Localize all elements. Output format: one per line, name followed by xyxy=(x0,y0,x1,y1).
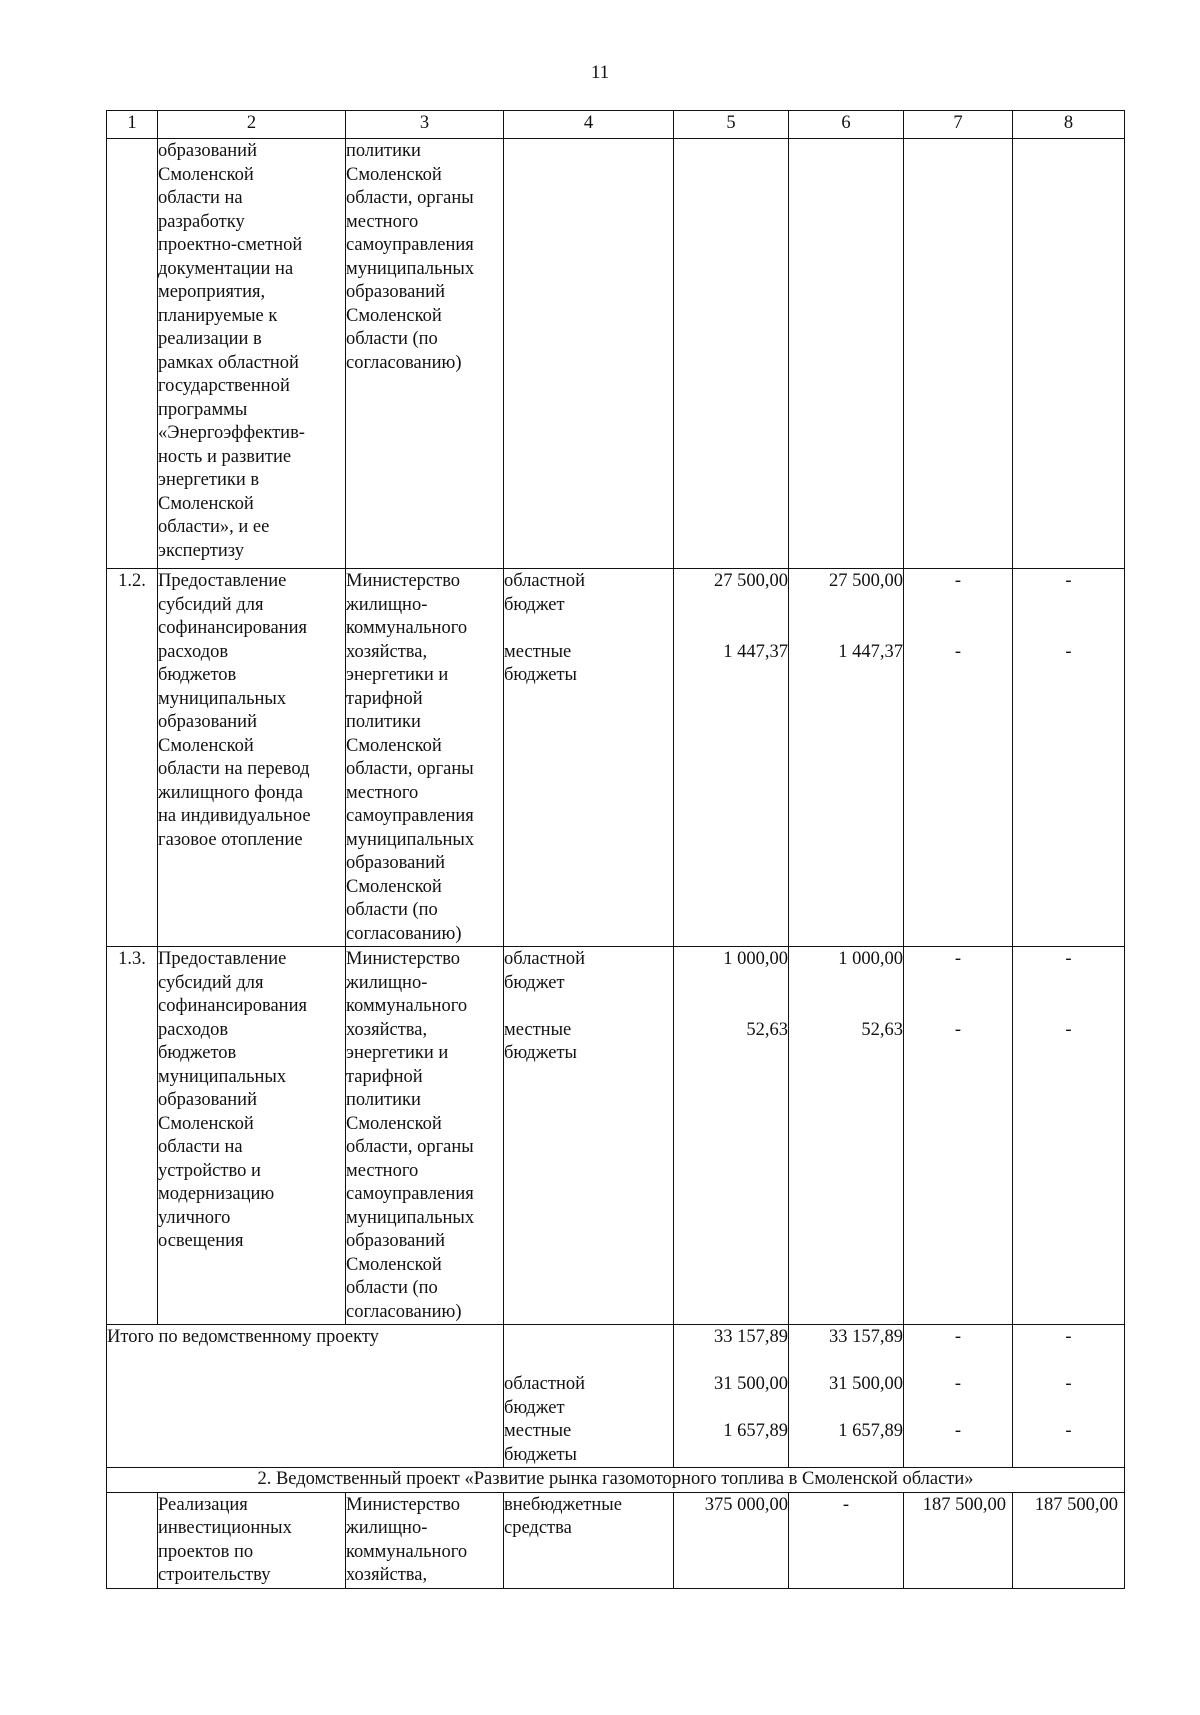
source-cell xyxy=(504,139,674,569)
total-source-regional: областной бюджет xyxy=(504,1374,585,1418)
col6-local-value: 1 447,37 xyxy=(838,641,903,662)
row-number-cell xyxy=(107,139,158,569)
col5-cell xyxy=(674,569,789,947)
col5-local-value: 52,63 xyxy=(746,1019,788,1040)
col5-cell: 375 000,00 xyxy=(674,1492,789,1588)
col6-cell xyxy=(789,947,904,1325)
executor-cell: политики Смоленской области, органы местного самоуправления муниципальных образований Смоленской области (по согласованию) xyxy=(346,139,504,569)
col7-local-value: - xyxy=(954,641,962,662)
total-col8-value: - xyxy=(1065,1327,1072,1347)
total-source-cell xyxy=(504,1325,674,1468)
executor-cell: Министерство жилищно- коммунального хозяйства, xyxy=(346,1492,504,1588)
table-row-continued xyxy=(107,139,1125,569)
column-header-row xyxy=(107,111,1125,139)
total-source-local: местные бюджеты xyxy=(504,1421,577,1465)
col7-cell xyxy=(904,947,1013,1325)
value-cell xyxy=(904,139,1013,569)
executor-cell: Министерство жилищно- коммунального хозяйства, энергетики и тарифной политики Смоленской области, органы местного самоуправления муниципальных образований Смоленской области (по согласованию) xyxy=(346,569,504,947)
source-local-budgets: местные бюджеты xyxy=(504,641,577,685)
column-header: 3 xyxy=(346,111,504,139)
col8-local-value: - xyxy=(1065,641,1072,662)
value-cell xyxy=(1013,139,1125,569)
col7-regional-value: - xyxy=(954,571,962,591)
total-row xyxy=(107,1325,1125,1468)
total-col6-cell xyxy=(789,1325,904,1468)
col5-local-value: 1 447,37 xyxy=(723,641,788,662)
total-col5-value: 33 157,89 xyxy=(714,1327,788,1347)
table-row-1-2 xyxy=(107,569,1125,947)
budget-table xyxy=(106,110,1125,1589)
column-header: 1 xyxy=(107,111,158,139)
col8-cell xyxy=(1013,947,1125,1325)
total-col5-regional: 31 500,00 xyxy=(714,1374,788,1394)
measure-cell: Реализация инвестиционных проектов по строительству xyxy=(158,1492,346,1588)
source-regional-budget: областной бюджет xyxy=(504,571,585,615)
measure-cell: Предоставление субсидий для софинансирования расходов бюджетов муниципальных образований Смоленской области на перевод жилищного фонда на индивидуальное газовое отопление xyxy=(158,569,346,947)
total-col7-cell xyxy=(904,1325,1013,1468)
source-local-budgets: местные бюджеты xyxy=(504,1019,577,1063)
col7-cell xyxy=(904,569,1013,947)
total-col7-value: - xyxy=(954,1327,962,1347)
col8-cell xyxy=(1013,569,1125,947)
source-regional-budget: областной бюджет xyxy=(504,949,585,993)
col8-regional-value: - xyxy=(1065,571,1072,591)
column-header: 8 xyxy=(1013,111,1125,139)
source-cell: внебюджетные средства xyxy=(504,1492,674,1588)
col8-cell: 187 500,00 xyxy=(1013,1492,1125,1588)
section-2-title: 2. Ведомственный проект «Развитие рынка газомоторного топлива в Смоленской области» xyxy=(107,1468,1125,1493)
table-row-1-3 xyxy=(107,947,1125,1325)
row-number: 1.3. xyxy=(107,947,158,1325)
row-number-cell xyxy=(107,1492,158,1588)
value-cell xyxy=(789,139,904,569)
column-header: 5 xyxy=(674,111,789,139)
total-col8-local: - xyxy=(1065,1421,1072,1441)
total-col5-cell xyxy=(674,1325,789,1468)
total-col5-local: 1 657,89 xyxy=(723,1421,788,1441)
total-col6-regional: 31 500,00 xyxy=(829,1374,903,1394)
col7-local-value: - xyxy=(954,1019,962,1040)
col8-local-value: - xyxy=(1065,1019,1072,1040)
measure-cell: образований Смоленской области на разработку проектно-сметной документации на мероприятия, планируемые к реализации в рамках областной государственной программы «Энергоэффектив- ность и развитие энергетики в Смоленской области», и ее экспертизу xyxy=(158,139,346,569)
total-label: Итого по ведомственному проекту xyxy=(107,1325,504,1468)
table-row-2-1 xyxy=(107,1492,1125,1588)
col5-regional-value: 27 500,00 xyxy=(714,571,788,591)
col7-regional-value: - xyxy=(954,949,962,969)
col5-cell xyxy=(674,947,789,1325)
total-col8-regional: - xyxy=(1065,1374,1072,1394)
col6-regional-value: 1 000,00 xyxy=(838,949,903,969)
value-cell xyxy=(674,139,789,569)
column-header: 7 xyxy=(904,111,1013,139)
total-col8-cell xyxy=(1013,1325,1125,1468)
col8-regional-value: - xyxy=(1065,949,1072,969)
executor-cell: Министерство жилищно- коммунального хозяйства, энергетики и тарифной политики Смоленской области, органы местного самоуправления муниципальных образований Смоленской области (по согласованию) xyxy=(346,947,504,1325)
total-col6-local: 1 657,89 xyxy=(838,1421,903,1441)
col6-regional-value: 27 500,00 xyxy=(829,571,903,591)
source-cell xyxy=(504,569,674,947)
column-header: 2 xyxy=(158,111,346,139)
measure-cell: Предоставление субсидий для софинансирования расходов бюджетов муниципальных образований Смоленской области на устройство и модернизацию уличного освещения xyxy=(158,947,346,1325)
total-col7-local: - xyxy=(954,1421,962,1441)
section-header-row xyxy=(107,1468,1125,1493)
col6-cell: - xyxy=(789,1492,904,1588)
source-cell xyxy=(504,947,674,1325)
col7-cell: 187 500,00 xyxy=(904,1492,1013,1588)
total-col7-regional: - xyxy=(954,1374,962,1394)
col6-local-value: 52,63 xyxy=(861,1019,903,1040)
col6-cell xyxy=(789,569,904,947)
column-header: 6 xyxy=(789,111,904,139)
total-col6-value: 33 157,89 xyxy=(829,1327,903,1347)
row-number: 1.2. xyxy=(107,569,158,947)
column-header: 4 xyxy=(504,111,674,139)
page-number: 11 xyxy=(590,62,610,83)
col5-regional-value: 1 000,00 xyxy=(723,949,788,969)
